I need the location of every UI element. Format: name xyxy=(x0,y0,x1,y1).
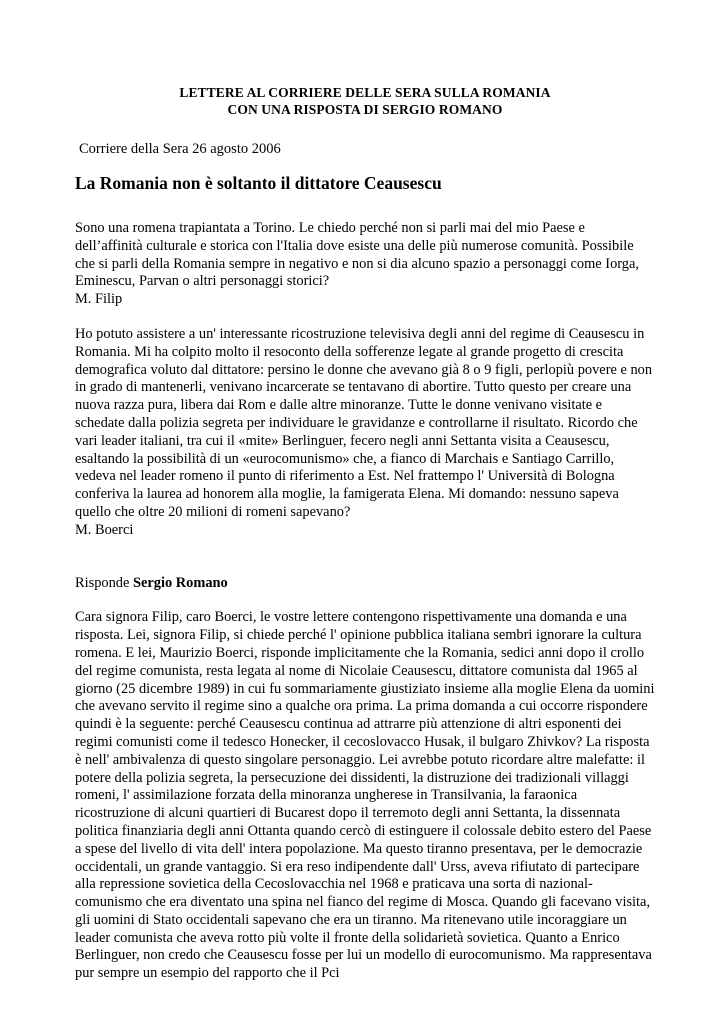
header-line-1: LETTERE AL CORRIERE DELLE SERA SULLA ROMANIA xyxy=(179,85,551,100)
reply-label: Risponde xyxy=(75,574,130,591)
reply-body: Cara signora Filip, caro Boerci, le vostre lettere contengono rispettivamente una domanda e una risposta. Lei, signora Filip, si chiede perché l' opinione pubblica italiana sembri ignorare la cultura romena. E lei, Maurizio Boerci, risponde implicitamente che la Romania, sedici anni dopo il crollo del regime comunista, resta legata al nome di Nicolaie Ceausescu, dittatore comunista dal 1965 al giorno (25 dicembre 1989) in cui fu sommariamente giustiziato insieme alla moglie Elena da uomini che avevano servito il regime sino a qualche ora prima. La prima domanda a cui occorre rispondere quindi è la seguente: perché Ceausescu continua ad attrarre più attenzione di altri esponenti dei regimi comunisti come il tedesco Honecker, il cecoslovacco Husak, il bulgaro Zhivkov? La risposta è nell' ambivalenza di questo singolare personaggio. Lei avrebbe potuto ricordare altre malefatte: il potere della polizia segreta, la persecuzione dei dissidenti, la distruzione dei tradizionali villaggi romeni, l' assimilazione forzata della minoranza ungherese in Transilvania, la faraonica ricostruzione di alcuni quartieri di Bucarest dopo il terremoto degli anni Settanta, la dissennata politica finanziaria degli anni Ottanta quando cercò di estinguere il colossale debito estero del Paese a spese del livello di vita dell' intera popolazione. Ma questo tiranno presentava, per le democrazie occidentali, un grande vantaggio. Si era reso indipendente dall' Urss, aveva rifiutato di partecipare alla repressione sovietica della Cecoslovacchia nel 1968 e praticava una sorta di nazional-comunismo che era diventato una spina nel fianco del regime di Mosca. Quando gli facevano visita, gli uomini di Stato occidentali sapevano che era un tiranno. Ma ritenevano utile incoraggiare un leader comunista che aveva rotto più volte il fronte della solidarietà sovietica. Quanto a Enrico Berlinguer, non credo che Ceausescu fosse per lui un modello di eurocomunismo. Ma rappresentava pur sempre un esempio del rapporto che il Pci xyxy=(75,609,655,982)
letter-filip xyxy=(75,220,655,309)
reply-heading xyxy=(75,575,655,593)
reply-section xyxy=(75,609,655,983)
reply-author: Sergio Romano xyxy=(132,574,228,591)
letter-filip-body: Sono una romena trapiantata a Torino. Le chiedo perché non si parli mai del mio Paese e dell’affinità culturale e storica con l'Italia dove esiste una delle più numerose comunità. Possibile che si parli della Romania sempre in negativo e non si dia alcuno spazio a personaggi come Iorga, Eminescu, Parvan o altri personaggi storici? xyxy=(75,220,639,290)
letter-boerci-signature: M. Boerci xyxy=(75,521,134,538)
article-title: La Romania non è soltanto il dittatore Ceausescu xyxy=(75,173,442,193)
source-line: Corriere della Sera 26 agosto 2006 xyxy=(79,141,281,157)
document-page xyxy=(75,84,655,983)
document-header xyxy=(75,84,655,118)
letter-filip-signature: M. Filip xyxy=(75,291,123,308)
letter-boerci xyxy=(75,326,655,540)
letter-boerci-body: Ho potuto assistere a un' interessante ricostruzione televisiva degli anni del regime di Ceausescu in Romania. Mi ha colpito molto il resoconto della sofferenze legate al grande progetto di crescita demografica voluto dal dittatore: persino le donne che avevano già 8 o 9 figli, perlopiù povere e non in grado di mantenerli, venivano incarcerate se tentavano di abortire. Tutto questo per creare una nuova razza pura, libera dai Rom e dalle altre minoranze. Tutte le donne venivano visitate e schedate dalla polizia segreta per individuare le gravidanze e controllarne il risultato. Ricordo che vari leader italiani, tra cui il «mite» Berlinguer, fecero negli anni Settanta visita a Ceausescu, esaltando la possibilità di un «eurocomunismo» che, a fianco di Marchais e Santiago Carrillo, vedeva nel leader romeno il punto di riferimento a Est. Nel frattempo l' Università di Bologna conferiva la laurea ad honorem alla moglie, la famigerata Elena. Mi domando: nessuno sapeva quello che oltre 20 milioni di romeni sapevano? xyxy=(75,325,653,520)
header-line-2: CON UNA RISPOSTA DI SERGIO ROMANO xyxy=(227,102,503,117)
